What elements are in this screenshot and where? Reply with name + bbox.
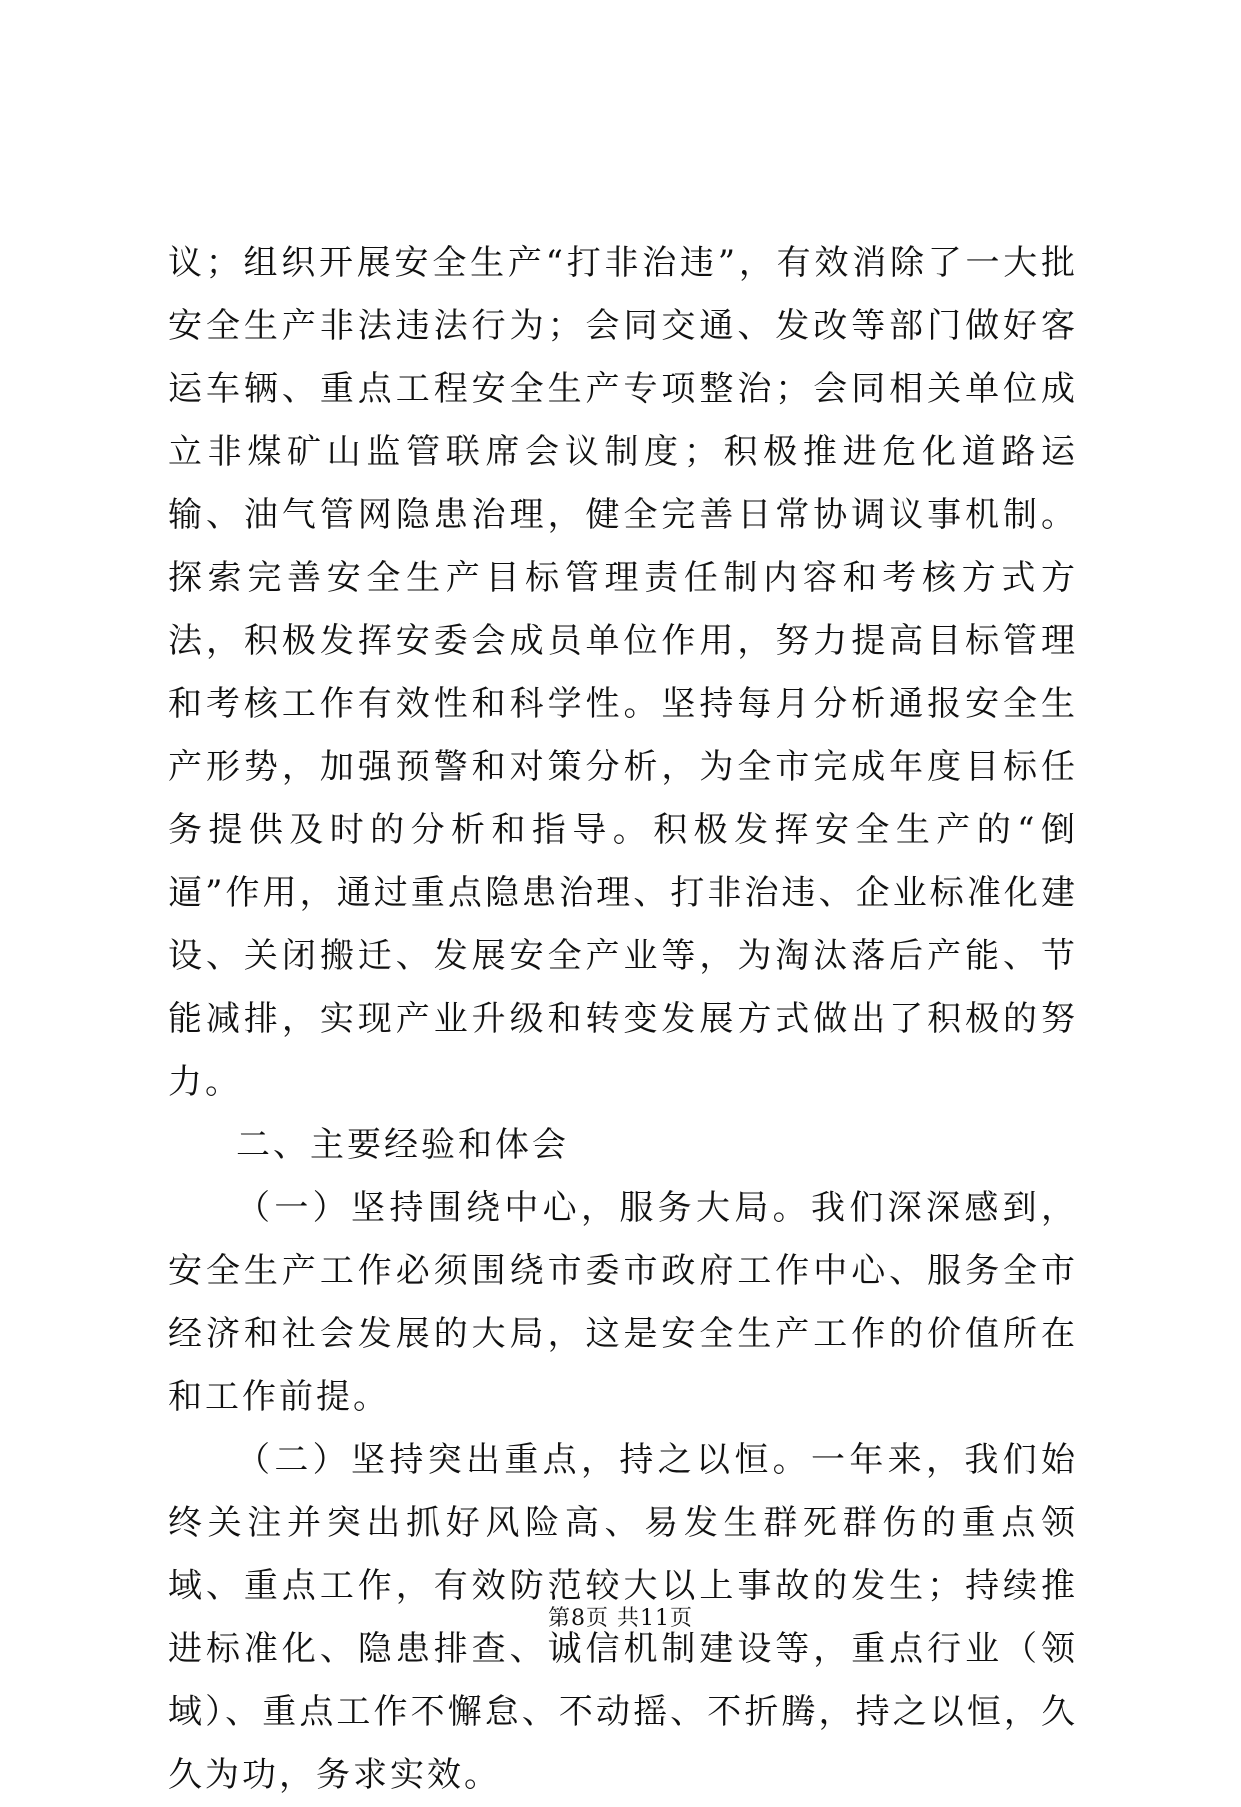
body-paragraph-continuation: 议；组织开展安全生产“打非治违”，有效消除了一大批安全生产非法违法行为；会同交通、发改等部门做好客运车辆、重点工程安全生产专项整治；会同相关单位成立非煤矿山监管联席会议制度；积极推进危化道路运输、油气管网隐患治理，健全完善日常协调议事机制。探索完善安全生产目标管理责任制内容和考核方式方法，积极发挥安委会成员单位作用，努力提高目标管理和考核工作有效性和科学性。坚持每月分析通报安全生产形势，加强预警和对策分析，为全市完成年度目标任务提供及时的分析和指导。积极发挥安全生产的“倒逼”作用，通过重点隐患治理、打非治违、企业标准化建设、关闭搬迁、发展安全产业等，为淘汰落后产能、节能减排，实现产业升级和转变发展方式做出了积极的努力。: [168, 243, 1078, 1102]
page-footer: 第8页 共11页: [548, 1606, 693, 1631]
document-body: [168, 232, 1078, 1807]
body-paragraph-experience-2: （二）坚持突出重点，持之以恒。一年来，我们始终关注并突出抓好风险高、易发生群死群伤的重点领域、重点工作，有效防范较大以上事故的发生；持续推进标准化、隐患排查、诚信机制建设等，重点行业（领域）、重点工作不懈怠、不动摇、不折腾，持之以恒，久久为功，务求实效。: [168, 1440, 1078, 1795]
body-paragraph-experience-1: （一）坚持围绕中心，服务大局。我们深深感到，安全生产工作必须围绕市委市政府工作中心、服务全市经济和社会发展的大局，这是安全生产工作的价值所在和工作前提。: [168, 1188, 1078, 1417]
section-heading: 二、主要经验和体会: [236, 1125, 569, 1165]
